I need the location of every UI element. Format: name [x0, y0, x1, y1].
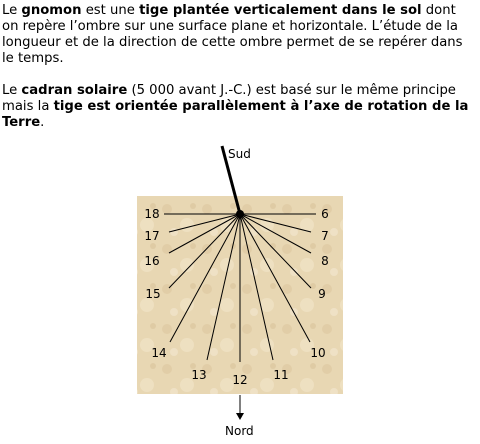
hour-label: 11 — [273, 368, 289, 382]
south-label: Sud — [228, 147, 251, 161]
body-text: Le — [2, 3, 22, 18]
north-arrow-head — [236, 413, 244, 420]
body-text: (5 000 avant J.-C.) est basé sur le même principe mais la — [2, 83, 456, 114]
hour-label: 8 — [321, 254, 329, 268]
body-text: Le — [2, 83, 22, 98]
hour-label: 9 — [318, 287, 326, 301]
bold-text: cadran solaire — [21, 83, 128, 98]
gnomon-base — [236, 210, 244, 218]
hour-label: 15 — [145, 287, 161, 301]
bold-text: gnomon — [21, 3, 82, 18]
body-text: . — [40, 115, 45, 130]
north-label: Nord — [225, 424, 254, 438]
bold-text: tige plantée verticalement dans le sol — [139, 3, 422, 18]
hour-label: 7 — [321, 229, 329, 243]
hour-label: 14 — [151, 346, 167, 360]
bold-text: tige est orientée parallèlement à l’axe de rotation de la Terre — [2, 99, 469, 130]
hour-label: 12 — [232, 373, 248, 387]
body-text: est une — [81, 3, 140, 18]
hour-label: 6 — [321, 207, 329, 221]
body-text: dont on repère l’ombre sur une surface plane et horizontale. L’étude de la longueur et de la direction de cette ombre permet de se repérer dans le temps. — [2, 3, 463, 66]
hour-label: 10 — [310, 346, 326, 360]
hour-label: 18 — [144, 207, 160, 221]
hour-label: 13 — [191, 368, 207, 382]
hour-label: 17 — [144, 229, 160, 243]
hour-label: 16 — [144, 254, 160, 268]
